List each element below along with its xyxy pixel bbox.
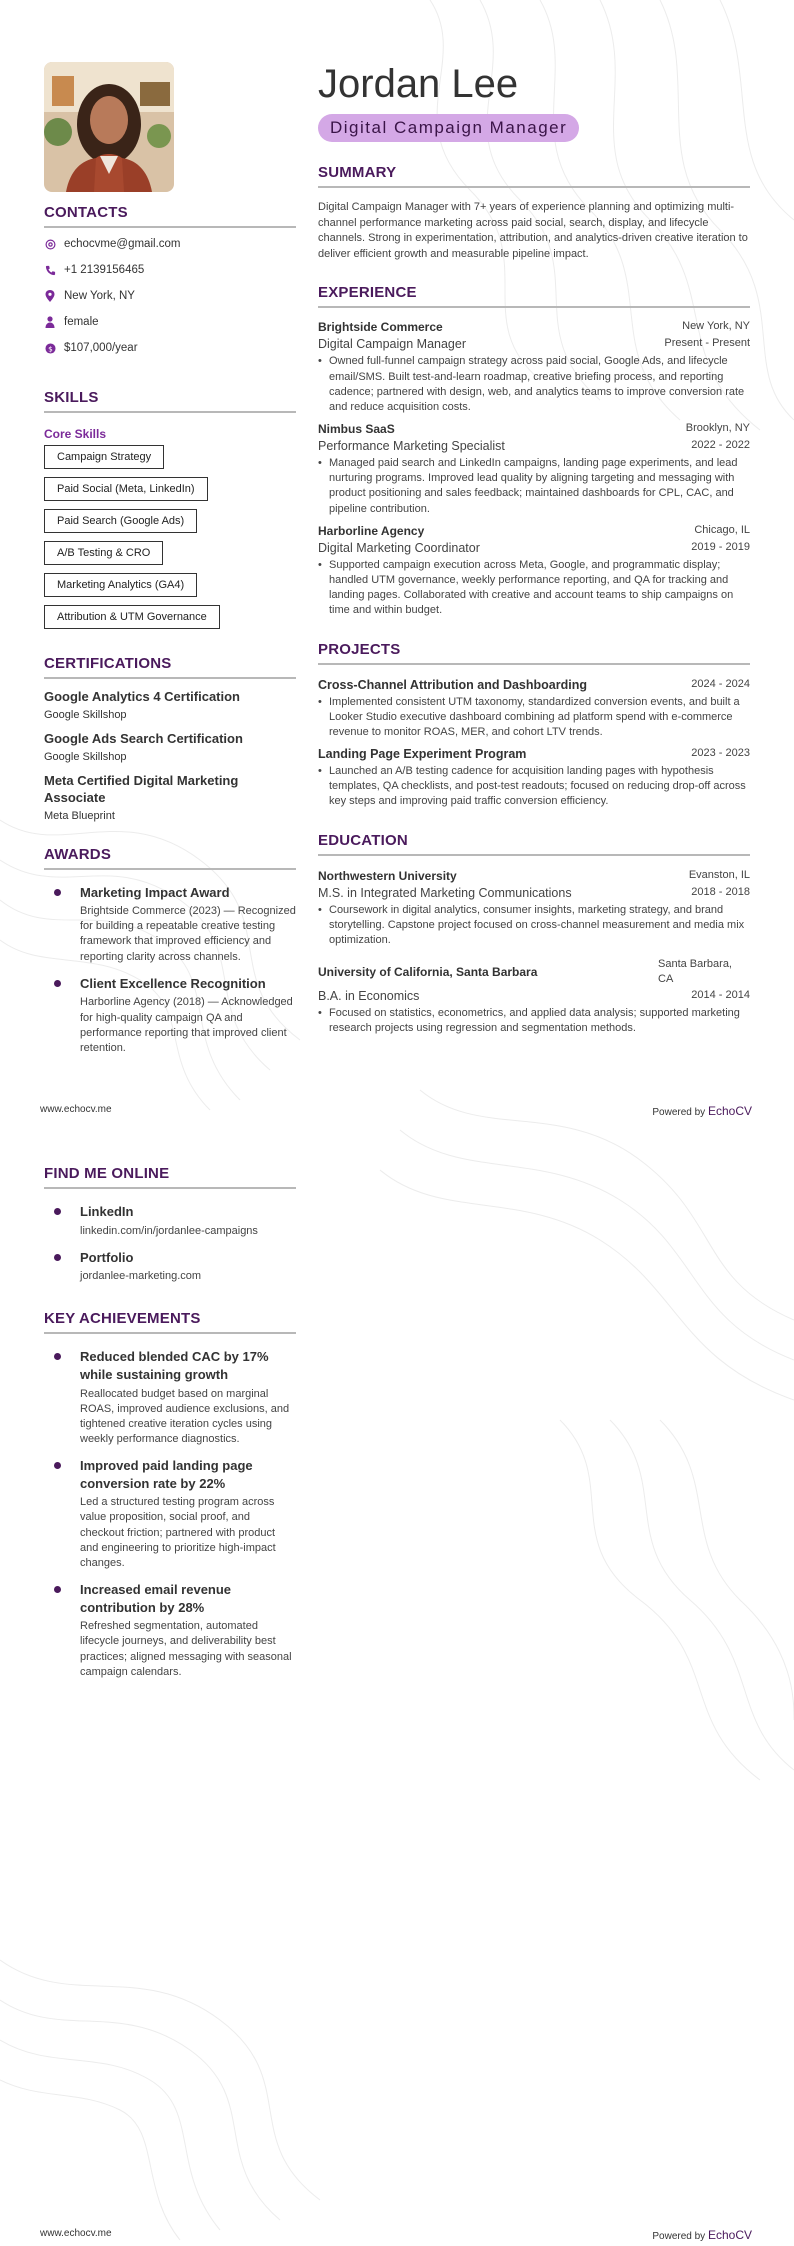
online-profile-link[interactable]: linkedin.com/in/jordanlee-campaigns (80, 1224, 258, 1237)
bullet-dot (54, 889, 61, 896)
project-description: • Launched an A/B testing cadence for acquisition landing pages with hypothesis templates, QA checklists, and post-test readouts; focused on reducing drop-off across key steps and improving paid traffic conversion efficiency. (318, 764, 750, 810)
experience-description: • Supported campaign execution across Meta, Google, and programmatic display; handled UTM governance, weekly performance reporting, and QA for tracking and landing pages. Collaborated with creative and account teams to ship campaigns on time and within budget. (318, 558, 750, 619)
experience-role: Digital Campaign Manager (318, 337, 466, 352)
certification-name: Google Analytics 4 Certification (44, 689, 241, 704)
education-school: Northwestern University (318, 868, 457, 883)
education-dates: 2018 - 2018 (691, 885, 750, 898)
contact-phone-value: +1 2139156465 (64, 264, 145, 276)
experience-dates: Present - Present (664, 337, 750, 350)
online-profile-item[interactable] (44, 1203, 296, 1239)
certification-item (44, 773, 296, 822)
skill-tag: A/B Testing & CRO (44, 541, 163, 565)
experience-heading: EXPERIENCE (318, 284, 750, 308)
project-title: Cross-Channel Attribution and Dashboarding (318, 677, 587, 692)
bullet-dot (54, 1208, 61, 1215)
project-title: Landing Page Experiment Program (318, 747, 527, 762)
left-column (44, 1165, 296, 1680)
brand-logo: EchoCV (707, 1104, 752, 1118)
education-heading: EDUCATION (318, 832, 750, 856)
svg-text:$: $ (47, 343, 53, 353)
job-title-badge: Digital Campaign Manager (318, 114, 579, 142)
left-column (44, 62, 296, 1056)
achievement-title: Reduced blended CAC by 17% while sustaining growth (80, 1349, 269, 1382)
contact-gender-value: female (64, 316, 99, 328)
skills-list (44, 445, 296, 629)
skill-tag: Marketing Analytics (GA4) (44, 573, 197, 597)
online-profile-item[interactable] (44, 1249, 296, 1285)
achievement-item (44, 1348, 296, 1447)
education-description: • Coursework in digital analytics, consumer insights, marketing strategy, and brand storytelling. Capstone project focused on cross-channel measurement and media mix optimization. (318, 903, 750, 949)
skill-tag: Paid Social (Meta, LinkedIn) (44, 477, 208, 501)
summary-section (318, 164, 750, 262)
skill-tag: Paid Search (Google Ads) (44, 509, 197, 533)
profile-photo (44, 62, 174, 192)
contacts-heading: CONTACTS (44, 204, 296, 228)
contact-email-value: echocvme@gmail.com (64, 238, 181, 250)
contact-phone[interactable] (44, 263, 296, 277)
awards-section (44, 846, 296, 1056)
project-entry (318, 678, 750, 741)
key-achievements-section (44, 1310, 296, 1680)
experience-description: • Managed paid search and LinkedIn campaigns, landing page experiments, and lead nurturing programs. Improved lead quality by aligning targeting and messaging with product positioning and sales feedback; maintained dashboards for CPL, CAC, and pipeline contribution. (318, 456, 750, 517)
award-title: Client Excellence Recognition (80, 975, 266, 991)
contact-salary (44, 341, 296, 355)
key-achievements-heading: KEY ACHIEVEMENTS (44, 1310, 296, 1334)
powered-by-label: Powered by (652, 1107, 706, 1118)
award-item (44, 884, 296, 965)
education-school: University of California, Santa Barbara (318, 965, 538, 980)
education-section (318, 832, 750, 1037)
skill-tag: Campaign Strategy (44, 445, 164, 469)
find-me-online-section (44, 1165, 296, 1284)
profile-photo-illustration (44, 62, 174, 192)
certifications-section (44, 655, 296, 822)
achievement-title: Improved paid landing page conversion rate by 22% (80, 1458, 253, 1491)
skill-tag: Attribution & UTM Governance (44, 605, 220, 629)
core-skills-subheading: Core Skills (44, 427, 107, 441)
education-location: Evanston, IL (688, 868, 750, 881)
experience-org: Nimbus SaaS (318, 422, 395, 437)
experience-location: New York, NY (682, 320, 750, 333)
online-profile-link[interactable]: jordanlee-marketing.com (80, 1270, 202, 1283)
education-description: • Focused on statistics, econometrics, and applied data analysis; supported marketing research projects using regression and segmentation methods. (318, 1006, 750, 1036)
certification-org: Google Skillshop (44, 708, 127, 721)
project-entry (318, 747, 750, 810)
education-degree: B.A. in Economics (318, 988, 420, 1003)
contact-location-value: New York, NY (64, 290, 135, 302)
certification-org: Google Skillshop (44, 750, 127, 763)
footer-powered-by (652, 2228, 752, 2242)
experience-entry (318, 524, 750, 619)
experience-entry (318, 320, 750, 415)
find-me-online-heading: FIND ME ONLINE (44, 1165, 296, 1189)
experience-dates: 2019 - 2019 (691, 540, 750, 553)
certification-name: Meta Certified Digital Marketing Associate (44, 772, 239, 805)
brand-logo: EchoCV (707, 2228, 752, 2242)
certification-org: Meta Blueprint (44, 809, 115, 822)
award-title: Marketing Impact Award (80, 884, 230, 900)
contact-salary-value: $107,000/year (64, 342, 138, 354)
experience-org: Brightside Commerce (318, 320, 443, 335)
certification-item (44, 689, 296, 721)
awards-heading: AWARDS (44, 846, 296, 870)
education-location: Santa Barbara, CA (658, 958, 732, 986)
project-dates: 2023 - 2023 (691, 747, 750, 760)
contacts-list (44, 237, 296, 355)
experience-role: Digital Marketing Coordinator (318, 540, 480, 555)
certification-name: Google Ads Search Certification (44, 730, 243, 746)
online-profile-label: Portfolio (80, 1249, 134, 1265)
bullet-dot (54, 1353, 61, 1360)
person-icon (44, 316, 56, 328)
award-item (44, 975, 296, 1056)
achievement-text: Reallocated budget based on marginal ROAS, improved audience exclusions, and tightened creative iteration cycles using weekly performance diagnostics. (80, 1387, 290, 1446)
experience-entry (318, 422, 750, 517)
award-text: Harborline Agency (2018) — Acknowledged for high-quality campaign QA and performance reporting that improved client retention. (80, 996, 293, 1054)
money-icon (44, 342, 56, 354)
at-sign-icon (44, 238, 56, 250)
footer-site-link[interactable]: www.echocv.me (40, 1104, 112, 1115)
experience-location: Brooklyn, NY (685, 422, 750, 435)
certification-item (44, 731, 296, 763)
experience-section (318, 284, 750, 618)
achievement-title: Increased email revenue contribution by 28% (80, 1582, 232, 1615)
contact-email[interactable] (44, 237, 296, 251)
projects-heading: PROJECTS (318, 641, 750, 665)
education-dates: 2014 - 2014 (691, 988, 750, 1001)
contact-gender (44, 315, 296, 329)
award-text: Brightside Commerce (2023) — Recognized for building a repeatable creative testing framework that improved efficiency and reporting clarity across channels. (80, 905, 296, 963)
bullet-dot (54, 980, 61, 987)
project-description: • Implemented consistent UTM taxonomy, standardized conversion events, and built a Looker Studio executive dashboard combining ad platform spend with e-commerce revenue to monitor ROAS, MER, and cohort LTV trends. (318, 695, 750, 741)
projects-section (318, 641, 750, 810)
contact-location (44, 289, 296, 303)
bullet-dot (54, 1254, 61, 1261)
certifications-heading: CERTIFICATIONS (44, 655, 296, 679)
online-profile-label: LinkedIn (80, 1204, 134, 1219)
location-pin-icon (44, 290, 56, 302)
skills-heading: SKILLS (44, 389, 296, 413)
right-column (318, 64, 750, 1036)
experience-org: Harborline Agency (318, 523, 425, 538)
experience-role: Performance Marketing Specialist (318, 439, 505, 454)
footer-powered-by (652, 1104, 752, 1118)
bullet-dot (54, 1586, 61, 1593)
powered-by-label: Powered by (652, 2231, 706, 2242)
education-degree: M.S. in Integrated Marketing Communications (318, 885, 572, 900)
achievement-text: Led a structured testing program across value proposition, social proof, and checkout friction; partnered with product and engineering to prioritize high-impact changes. (80, 1496, 276, 1569)
education-entry (318, 957, 750, 1036)
project-dates: 2024 - 2024 (691, 677, 750, 690)
phone-icon (44, 264, 56, 276)
footer-site-link[interactable]: www.echocv.me (40, 2228, 112, 2239)
resume-page-2 (0, 1123, 794, 2246)
achievement-item (44, 1581, 296, 1680)
bullet-dot (54, 1462, 61, 1469)
experience-location: Chicago, IL (694, 523, 750, 536)
skills-section (44, 389, 296, 629)
achievement-item (44, 1457, 296, 1571)
candidate-name: Jordan Lee (318, 62, 519, 106)
experience-description: • Owned full-funnel campaign strategy across paid social, Google Ads, and lifecycle email/SMS. Built test-and-learn roadmap, creative briefing process, and reporting cadence; partnered with design, web, and analytics teams to improve conversion rate and reduce acquisition costs. (318, 354, 750, 415)
education-entry (318, 869, 750, 949)
experience-dates: 2022 - 2022 (691, 439, 750, 452)
summary-text: Digital Campaign Manager with 7+ years of experience planning and optimizing multi-channel performance marketing across paid social, search, display, and lifecycle channels. Strong in experimentation, attribution, and analytics-driven creative iteration to deliver efficient growth and measurable pipeline impact. (318, 201, 748, 260)
achievement-text: Refreshed segmentation, automated lifecycle journeys, and deliverability best practices; aligned messaging with seasonal campaign calendars. (80, 1620, 292, 1678)
summary-heading: SUMMARY (318, 164, 750, 188)
